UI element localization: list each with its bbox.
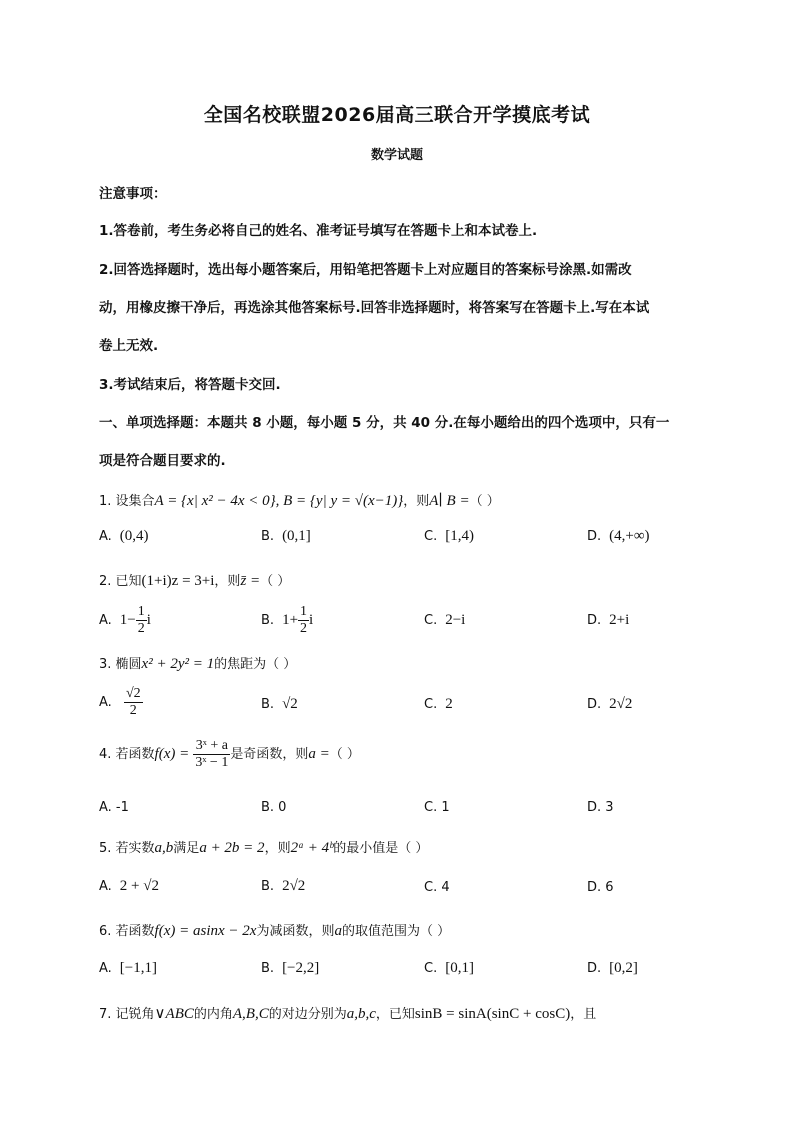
q3-option-d[interactable]: D. 2√2: [587, 696, 633, 712]
q3-option-a[interactable]: A. $\frac{√2}{2}$: [99, 686, 141, 719]
q4-option-b[interactable]: B. 0: [261, 800, 287, 815]
q5-option-a[interactable]: A. 2 + √2: [99, 878, 159, 894]
question-1-stem: 1. 设集合A = {x| x² − 4x < 0}, B = {y| y = √(x−1)}，则A∣ B =（ ）: [99, 493, 500, 509]
fraction: $\frac{1}{2}$: [137, 604, 145, 637]
note-item-2-line-2: 动，用橡皮擦干净后，再选涂其他答案标号.回答非选择题时，将答案写在答题卡上.写在本试: [99, 300, 650, 316]
q4-option-c[interactable]: C. 1: [424, 800, 450, 815]
question-3-math: x² + 2y² = 1: [141, 656, 215, 672]
q4-option-a[interactable]: A. -1: [99, 800, 129, 815]
section-heading-line-2: 项是符合题目要求的.: [99, 453, 226, 469]
note-item-3: 3.考试结束后，将答题卡交回.: [99, 377, 281, 393]
q2-option-c[interactable]: C. 2−i: [424, 612, 466, 628]
q2-option-a[interactable]: A. 1− $\frac{1}{2}$ i: [99, 604, 151, 637]
question-5-stem: 5. 若实数a,b满足a + 2b = 2，则2ᵃ + 4ᵇ的最小值是（ ）: [99, 840, 429, 856]
note-item-1: 1.答卷前，考生务必将自己的姓名、准考证号填写在答题卡上和本试卷上.: [99, 223, 538, 239]
page-subtitle: 数学试题: [370, 148, 423, 163]
fraction: $\frac{√2}{2}$: [125, 686, 141, 719]
question-2-stem: 2. 已知(1+i)z = 3+i，则z̄ =（ ）: [99, 573, 291, 589]
question-4-math: f(x) =: [154, 746, 190, 763]
q1-option-b[interactable]: B. (0,1]: [261, 528, 311, 544]
q5-option-b[interactable]: B. 2√2: [261, 878, 306, 894]
q3-option-c[interactable]: C. 2: [424, 696, 453, 712]
q6-option-d[interactable]: D. [0,2]: [587, 960, 638, 976]
q3-option-b[interactable]: B. √2: [261, 696, 298, 712]
q2-option-b[interactable]: B. 1+ $\frac{1}{2}$ i: [261, 604, 314, 637]
q6-option-b[interactable]: B. [−2,2]: [261, 960, 320, 976]
q1-option-d[interactable]: D. (4,+∞): [587, 528, 650, 544]
question-7-stem: 7. 记锐角∨ABC的内角A,B,C的对边分别为a,b,c，已知sinB = sinA(sinC + cosC)，且: [99, 1006, 597, 1022]
notes-heading: 注意事项：: [99, 186, 167, 202]
question-3-stem: 3. 椭圆x² + 2y² = 1的焦距为（ ）: [99, 656, 297, 672]
q5-option-d[interactable]: D. 6: [587, 880, 614, 895]
page-title: 全国名校联盟2026届高三联合开学摸底考试: [203, 104, 591, 126]
q5-option-c[interactable]: C. 4: [424, 880, 450, 895]
question-1-math: A = {x| x² − 4x < 0}, B = {y| y = √(x−1)}: [154, 493, 404, 509]
section-heading-line-1: 一、单项选择题：本题共 8 小题，每小题 5 分，共 40 分.在每小题给出的四个选项中，只有一: [99, 415, 670, 431]
note-item-2-line-3: 卷上无效.: [99, 338, 159, 354]
q2-option-d[interactable]: D. 2+i: [587, 612, 630, 628]
q4-option-d[interactable]: D. 3: [587, 800, 614, 815]
question-4-stem: 4. 若函数f(x) = $\frac{\text{3ˣ + a}}{\text{3ˣ − 1}}$ 是奇函数，则a =（ ）: [99, 738, 360, 771]
q1-option-a[interactable]: A. (0,4): [99, 528, 149, 544]
question-6-stem: 6. 若函数f(x) = asinx − 2x为减函数，则a的取值范围为（ ）: [99, 923, 451, 939]
q1-option-c[interactable]: C. [1,4): [424, 528, 474, 544]
q6-option-a[interactable]: A. [−1,1]: [99, 960, 157, 976]
note-item-2-line-1: 2.回答选择题时，选出每小题答案后，用铅笔把答题卡上对应题目的答案标号涂黑.如需改: [99, 262, 632, 278]
question-2-math: (1+i)z = 3+i: [141, 573, 215, 589]
fraction: $\frac{\text{3ˣ + a}}{\text{3ˣ − 1}}$: [195, 738, 229, 771]
q6-option-c[interactable]: C. [0,1]: [424, 960, 474, 976]
fraction: $\frac{1}{2}$: [300, 604, 308, 637]
